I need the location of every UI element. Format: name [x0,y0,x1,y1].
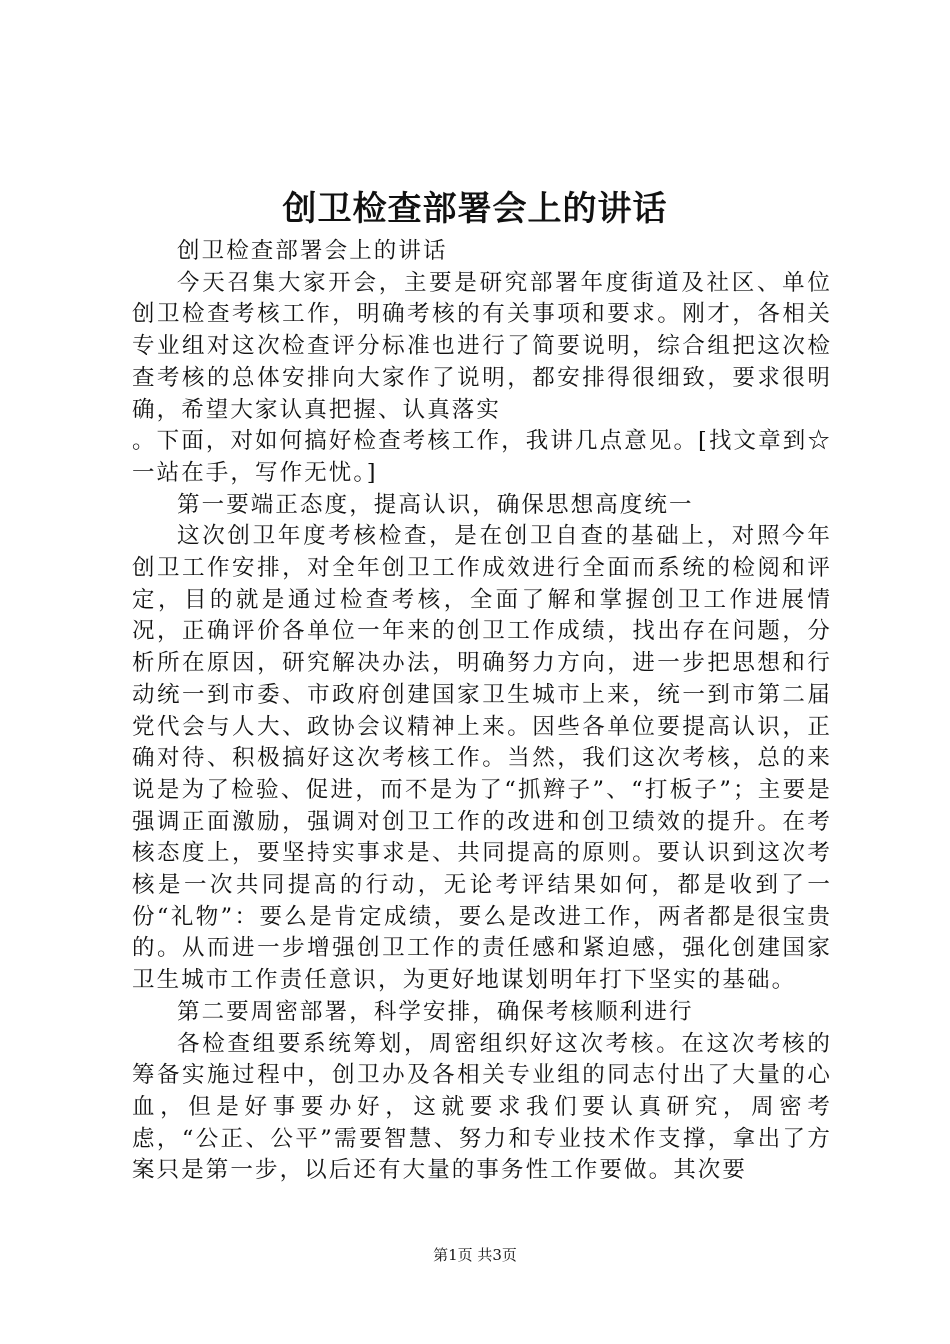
section-heading-first: 第一要端正态度，提高认识，确保思想高度统一 [177,491,694,518]
paragraph-second-section: 各检查组要系统筹划，周密组织好这次考核。在这次考核的筹备实施过程中，创卫办及各相关专业组的同志付出了大量的心血，但是好事要办好，这就要求我们要认真研究，周密考虑，“公正、公平”需要智慧、努力和专业技术作支撑，拿出了方案只是第一步，以后还有大量的事务性工作要做。其次要 [132,1030,832,1184]
paragraph-intro-continued: 。下面，对如何搞好检查考核工作，我讲几点意见。[找文章到☆一站在手，写作无忧。] [132,428,832,486]
paragraph-intro: 今天召集大家开会，主要是研究部署年度街道及社区、单位创卫检查考核工作，明确考核的有关事项和要求。刚才，各相关专业组对这次检查评分标准也进行了简要说明，综合组把这次检查考核的总体安排向大家作了说明，都安排得很细致，要求很明确，希望大家认真把握、认真落实 [132,269,832,423]
paragraph-subtitle: 创卫检查部署会上的讲话 [177,238,448,264]
document-body [132,236,832,1187]
paragraph-first-section: 这次创卫年度考核检查，是在创卫自查的基础上，对照今年创卫工作安排，对全年创卫工作成效进行全面而系统的检阅和评定，目的就是通过检查考核，全面了解和掌握创卫工作进展情况，正确评价各单位一年来的创卫工作成绩，找出存在问题，分析所在原因，研究解决办法，明确努力方向，进一步把思想和行动统一到市委、市政府创建国家卫生城市上来，统一到市第二届党代会与人大、政协会议精神上来。因些各单位要提高认识，正确对待、积极搞好这次考核工作。当然，我们这次考核，总的来说是为了检验、促进，而不是为了“抓辫子”、“打板子”；主要是强调正面激励，强调对创卫工作的改进和创卫绩效的提升。在考核态度上，要坚持实事求是、共同提高的原则。要认识到这次考核是一次共同提高的行动，无论考评结果如何，都是收到了一份“礼物”：要么是肯定成绩，要么是改进工作，两者都是很宝贵的。从而进一步增强创卫工作的责任感和紧迫感，强化创建国家卫生城市工作责任意识，为更好地谋划明年打下坚实的基础。 [132,523,832,994]
document-title: 创卫检查部署会上的讲话 [282,189,668,229]
page-number-footer: 第1页 共3页 [433,1246,517,1264]
section-heading-second: 第二要周密部署，科学安排，确保考核顺利进行 [177,998,694,1025]
